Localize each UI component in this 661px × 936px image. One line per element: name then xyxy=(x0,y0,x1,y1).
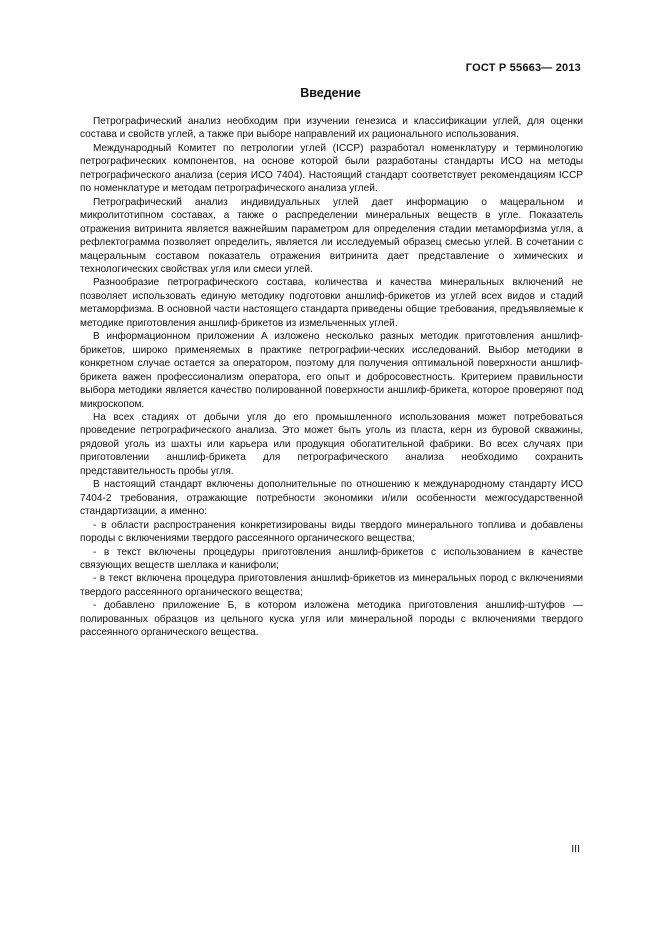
section-title: Введение xyxy=(300,86,361,100)
document-body xyxy=(80,115,583,640)
list-item: - в текст включены процедуры приготовления аншлиф-брикетов с использованием в качестве связующих веществ шеллака и канифоли; xyxy=(80,546,583,571)
paragraph: Петрографический анализ необходим при изучении генезиса и классификации углей, для оценки состава и свойств углей, а также при выборе направлений их рационального использования. xyxy=(80,116,583,141)
paragraph: На всех стадиях от добычи угля до его промышленного использования может потребоваться проведение петрографического анализа. Это может быть уголь из пласта, керн из буровой скважины, рядовой уголь из шахты или карьера или продукция обогатительной фабрики. Во всех случаях при приготовлении аншлиф-брикета для петрографического анализа необходимо сохранить представительность пробы угля. xyxy=(80,411,583,477)
standard-designation: ГОСТ Р 55663— 2013 xyxy=(465,62,581,74)
paragraph: Международный Комитет по петрологии углей (ICCP) разработал номенклатуру и терминологию петрографических компонентов, на основе которой были разработаны стандарты ИСО на методы петрографического анализа (серия ИСО 7404). Настоящий стандарт соответствует рекомендациям ICCP по номенклатуре и методам петрографического анализа углей. xyxy=(80,142,583,195)
paragraph: Петрографический анализ индивидуальных углей дает информацию о мацеральном и микролитотипном составах, а также о распределении минеральных веществ в угле. Показатель отражения витринита является важнейшим параметром для определения стадии метаморфизма угля, а рефлектограмма позволяет определить, является ли исследуемый образец смесью углей. В сочетании с мацеральным составом показатель отражения витринита дает представление о химических и технологических свойствах угля или смеси углей. xyxy=(80,196,583,275)
paragraph: В настоящий стандарт включены дополнительные по отношению к международному стандарту ИСО 7404-2 требования, отражающие потребности экономики и/или особенности межгосударственной стандартизации, а именно: xyxy=(80,479,583,518)
page-number: III xyxy=(571,843,580,855)
paragraph: В информационном приложении А изложено несколько разных методик приготовления аншлиф-брикетов, широко применяемых в практике петрографии-ческих исследований. Выбор методики в конкретном случае остается за оператором, поэтому для получения оптимальной поверхности аншлиф-брикета важен профессионализм оператора, его опыт и добросовестность. Критерием правильности выбора методики является качество полированной поверхности аншлиф-брикета, которое проверяют под микроскопом. xyxy=(80,331,583,410)
paragraph: Разнообразие петрографического состава, количества и качества минеральных включений не позволяет использовать единую методику подготовки аншлиф-брикетов из углей всех видов и стадий метаморфизма. В основной части настоящего стандарта приведены общие требования, предъявляемые к методике приготовления аншлиф-брикетов из измельченных углей. xyxy=(80,277,583,329)
list-item: - добавлено приложение Б, в котором изложена методика приготовления аншлиф-штуфов — полированных образцов из цельного куска угля или минеральной породы с включениями твердого рассеянного органического вещества. xyxy=(80,600,583,639)
list-item: - в области распространения конкретизированы виды твердого минерального топлива и добавлены породы с включениями твердого рассеянного органического вещества; xyxy=(80,519,583,545)
list-item: - в текст включена процедура приготовления аншлиф-брикетов из минеральных пород с включениями твердого рассеянного органического вещества; xyxy=(80,573,583,598)
